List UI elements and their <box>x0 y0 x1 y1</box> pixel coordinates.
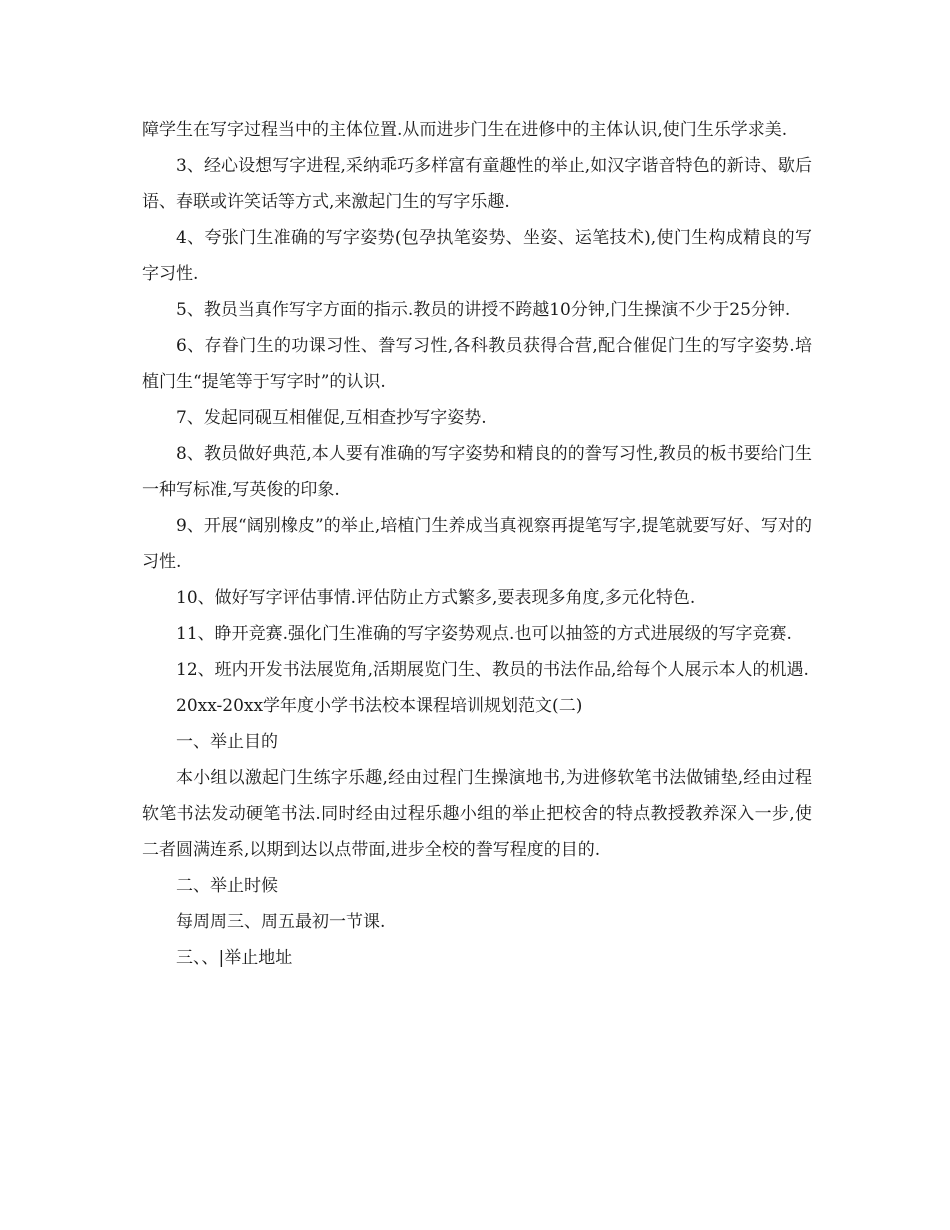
section-title: 20xx-20xx学年度小学书法校本课程培训规划范文(二) <box>176 696 583 716</box>
section-heading: 一、举止目的 <box>176 732 278 752</box>
section-heading: 三、、|举止地址 <box>176 948 293 968</box>
paragraph: 11、睁开竞赛.强化门生准确的写字姿势观点.也可以抽签的方式进展级的写字竞赛. <box>176 624 792 644</box>
section-heading: 二、举止时候 <box>176 876 278 896</box>
paragraph: 6、存眷门生的功课习性、誊写习性,各科教员获得合营,配合催促门生的写字姿势.培植门生“提笔等于写字时”的认识. <box>142 336 812 392</box>
paragraph: 7、发起同砚互相催促,互相查抄写字姿势. <box>176 408 487 428</box>
document-body <box>142 112 812 976</box>
paragraph: 12、班内开发书法展览角,活期展览门生、教员的书法作品,给每个人展示本人的机遇. <box>176 660 809 680</box>
paragraph: 5、教员当真作写字方面的指示.教员的讲授不跨越10分钟,门生操演不少于25分钟. <box>176 300 791 320</box>
paragraph: 障学生在写字过程当中的主体位置.从而进步门生在进修中的主体认识,使门生乐学求美. <box>142 120 788 140</box>
paragraph: 3、经心设想写字进程,采纳乖巧多样富有童趣性的举止,如汉字谐音特色的新诗、歇后语、春联或许笑话等方式,来激起门生的写字乐趣. <box>142 156 812 212</box>
paragraph: 9、开展“阔别橡皮”的举止,培植门生养成当真视察再提笔写字,提笔就要写好、写对的习性. <box>142 516 812 572</box>
paragraph: 4、夸张门生准确的写字姿势(包孕执笔姿势、坐姿、运笔技术),使门生构成精良的写字习性. <box>142 228 812 284</box>
paragraph: 8、教员做好典范,本人要有准确的写字姿势和精良的的誊写习性,教员的板书要给门生一种写标准,写英俊的印象. <box>142 444 812 500</box>
paragraph: 每周周三、周五最初一节课. <box>176 912 386 932</box>
paragraph: 本小组以激起门生练字乐趣,经由过程门生操演地书,为进修软笔书法做铺垫,经由过程软笔书法发动硬笔书法.同时经由过程乐趣小组的举止把校舍的特点教授教养深入一步,使二者圆满连系,以期到达以点带面,进步全校的誊写程度的目的. <box>142 768 812 860</box>
paragraph: 10、做好写字评估事情.评估防止方式繁多,要表现多角度,多元化特色. <box>176 588 696 608</box>
